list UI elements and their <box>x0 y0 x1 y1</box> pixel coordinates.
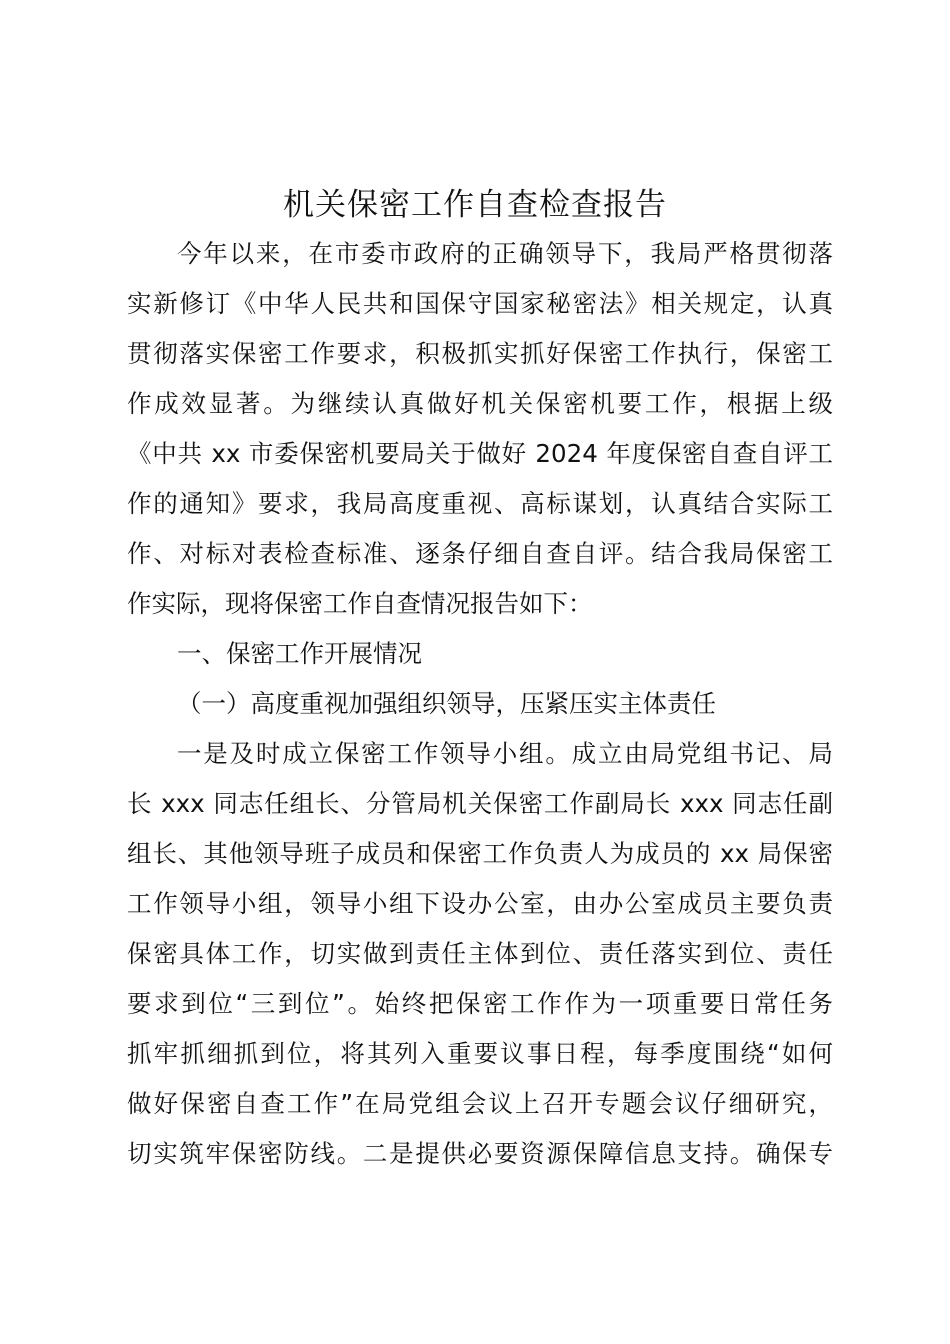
paragraph-line: 抓牢抓细抓到位，将其列入重要议事日程，每季度围绕“如何 <box>127 1039 833 1068</box>
paragraph-line: 工作领导小组，领导小组下设办公室，由办公室成员主要负责 <box>127 889 833 918</box>
section-heading: 一、保密工作开展情况 <box>177 639 422 668</box>
paragraph-line: 贯彻落实保密工作要求，积极抓实抓好保密工作执行，保密工 <box>127 339 833 368</box>
paragraph-line: 长 xxx 同志任组长、分管局机关保密工作副局长 xxx 同志任副 <box>127 789 833 818</box>
paragraph-line: 作的通知》要求，我局高度重视、高标谋划，认真结合实际工 <box>127 489 833 518</box>
document-title: 机关保密工作自查检查报告 <box>283 187 667 223</box>
paragraph-line: 实新修订《中华人民共和国保守国家秘密法》相关规定，认真 <box>127 289 833 318</box>
paragraph-line: 组长、其他领导班子成员和保密工作负责人为成员的 xx 局保密 <box>127 839 833 868</box>
paragraph-line: 作成效显著。为继续认真做好机关保密机要工作，根据上级 <box>127 389 833 418</box>
paragraph-line: 做好保密自查工作”在局党组会议上召开专题会议仔细研究， <box>127 1089 833 1118</box>
paragraph-line: 一是及时成立保密工作领导小组。成立由局党组书记、局 <box>177 739 833 768</box>
paragraph-line: 切实筑牢保密防线。二是提供必要资源保障信息支持。确保专 <box>127 1139 833 1168</box>
paragraph-line: 作实际，现将保密工作自查情况报告如下： <box>127 589 593 618</box>
paragraph-line: 作、对标对表检查标准、逐条仔细自查自评。结合我局保密工 <box>127 539 833 568</box>
subsection-heading: （一）高度重视加强组织领导，压紧压实主体责任 <box>177 689 716 718</box>
paragraph-line: 保密具体工作，切实做到责任主体到位、责任落实到位、责任 <box>127 939 833 968</box>
paragraph-line: 要求到位“三到位”。始终把保密工作作为一项重要日常任务 <box>127 989 833 1018</box>
paragraph-line: 今年以来，在市委市政府的正确领导下，我局严格贯彻落 <box>177 239 833 268</box>
paragraph-line: 《中共 xx 市委保密机要局关于做好 2024 年度保密自查自评工 <box>127 439 833 468</box>
